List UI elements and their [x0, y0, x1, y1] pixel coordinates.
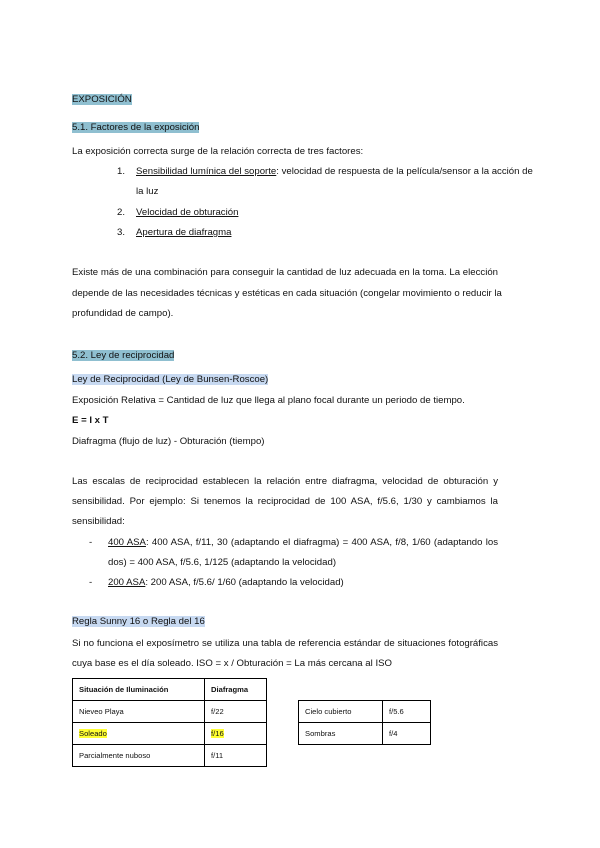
section2-paragraph-line: sensibilidad. Por ejemplo: Si tenemos la reciprocidad de 100 ASA, f/5.6, 1/30 y cambiamos la	[72, 496, 498, 507]
list-number: 3.	[117, 227, 126, 238]
section3-paragraph-line: Si no funciona el exposímetro se utiliza una tabla de referencia estándar de situaciones fotográficas	[72, 638, 498, 649]
table-cell: f/22	[205, 701, 267, 723]
document-heading	[72, 94, 132, 105]
bullet-text: : 200 ASA, f/5.6/ 1/60 (adaptando la velocidad)	[145, 577, 344, 588]
bullet-400-asa	[108, 537, 498, 548]
bullet-term: 400 ASA	[108, 537, 146, 548]
table-cell: f/11	[205, 745, 267, 767]
section1-paragraph-line: profundidad de campo).	[72, 308, 174, 319]
section3-paragraph-line: cuya base es el día soleado. ISO = x / Obturación = La más cercana al ISO	[72, 658, 392, 669]
section-title-reciprocidad	[72, 350, 174, 361]
list-item-apertura: Apertura de diafragma	[136, 227, 232, 238]
list-item-text: : velocidad de respuesta de la película/sensor a la acción de	[276, 166, 533, 177]
law-formula: E = I x T	[72, 415, 109, 426]
bullet-dash: -	[89, 537, 93, 548]
table-cell: Parcialmente nuboso	[73, 745, 205, 767]
bullet-text: : 400 ASA, f/11, 30 (adaptando el diafragma) = 400 ASA, f/8, 1/60 (adaptando los	[145, 537, 498, 548]
section2-paragraph-line: sensibilidad:	[72, 516, 125, 527]
table-row	[73, 745, 267, 767]
section-title-factores	[72, 122, 199, 133]
bullet-200-asa	[108, 577, 344, 588]
heading-text: EXPOSICIÓN	[72, 94, 132, 105]
list-item-term: Sensibilidad lumínica del soporte	[136, 166, 277, 177]
table-row	[299, 723, 431, 745]
highlighted-cell-text: f/16	[211, 729, 224, 738]
section1-intro: La exposición correcta surge de la relación correcta de tres factores:	[72, 146, 364, 157]
table-cell: Cielo cubierto	[299, 701, 383, 723]
table-cell: Nieveo Playa	[73, 701, 205, 723]
list-number: 1.	[117, 166, 126, 177]
highlighted-cell-text: Soleado	[79, 729, 107, 738]
table-header-cell: Diafragma	[205, 679, 267, 701]
table-cell	[205, 723, 267, 745]
bullet-dash: -	[89, 577, 93, 588]
bullet-continuation: dos) = 400 ASA, f/5.6, 1/125 (adaptando la velocidad)	[108, 557, 337, 568]
table-header-row	[73, 679, 267, 701]
list-number: 2.	[117, 207, 126, 218]
bullet-term: 200 ASA	[108, 577, 146, 588]
list-item-velocidad: Velocidad de obturación	[136, 207, 239, 218]
table-cell: f/5.6	[383, 701, 431, 723]
table-row	[73, 723, 267, 745]
formula-note: Diafragma (flujo de luz) - Obturación (tiempo)	[72, 436, 265, 447]
table-header-cell: Situación de Iluminación	[73, 679, 205, 701]
section-title-text: Regla Sunny 16 o Regla del 16	[72, 616, 205, 627]
section1-paragraph-line: Existe más de una combinación para conseguir la cantidad de luz adecuada en la toma. La elección	[72, 267, 498, 278]
table-cell	[73, 723, 205, 745]
table-iluminacion	[72, 678, 267, 767]
table-cell: Sombras	[299, 723, 383, 745]
table-row	[73, 701, 267, 723]
section-title-text: 5.1. Factores de la exposición	[72, 122, 200, 133]
law-title	[72, 374, 268, 385]
table-cell: f/4	[383, 723, 431, 745]
list-item-continuation: la luz	[136, 186, 159, 197]
law-definition: Exposición Relativa = Cantidad de luz que llega al plano focal durante un periodo de tiempo.	[72, 395, 465, 406]
table-iluminacion-extra	[298, 700, 431, 745]
list-item-sensibilidad	[136, 166, 533, 177]
section2-paragraph-line: Las escalas de reciprocidad establecen la relación entre diafragma, velocidad de obturación y	[72, 476, 498, 487]
table-row	[299, 701, 431, 723]
section1-paragraph-line: depende de las necesidades técnicas y estéticas en cada situación (congelar movimiento o reducir la	[72, 288, 502, 299]
law-title-text: Ley de Reciprocidad (Ley de Bunsen-Roscoe)	[72, 374, 269, 385]
section-title-text: 5.2. Ley de reciprocidad	[72, 350, 175, 361]
section-title-sunny16	[72, 616, 205, 627]
